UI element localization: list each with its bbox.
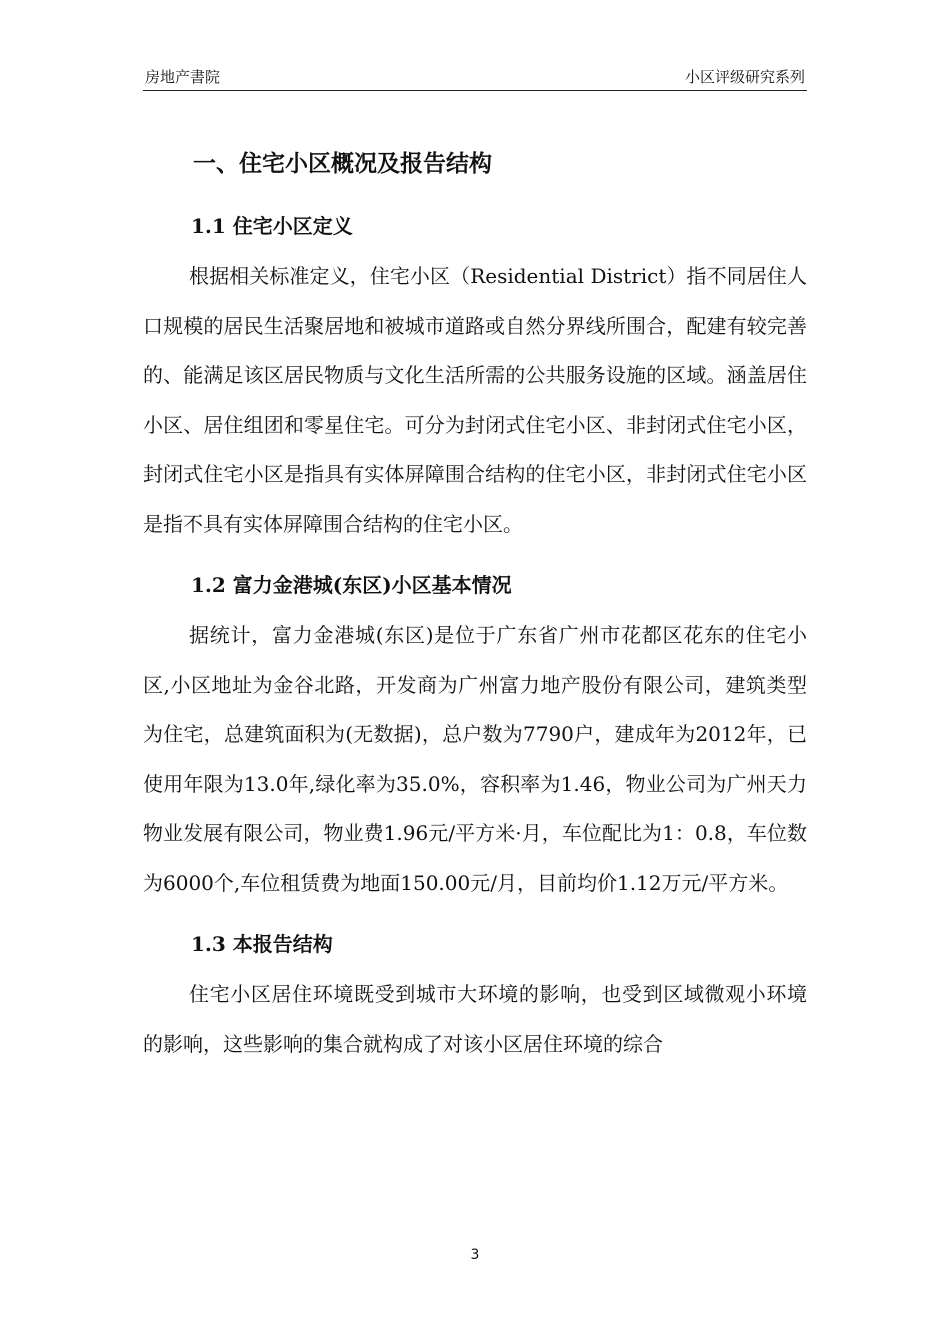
section-paragraph-1-1: 根据相关标准定义，住宅小区（Residential District）指不同居住人口规模的居民生活聚居地和被城市道路或自然分界线所围合，配建有较完善的、能满足该区居民物质与文化生活所需的公共服务设施的区域。涵盖居住小区、居住组团和零星住宅。可分为封闭式住宅小区、非封闭式住宅小区，封闭式住宅小区是指具有实体屏障围合结构的住宅小区，非封闭式住宅小区是指不具有实体屏障围合结构的住宅小区。 xyxy=(143,264,807,536)
page-content xyxy=(143,138,807,1069)
section-paragraph-1-2: 据统计，富力金港城(东区)是位于广东省广州市花都区花东的住宅小区,小区地址为金谷北路，开发商为广州富力地产股份有限公司，建筑类型为住宅，总建筑面积为(无数据)，总户数为7790户，建成年为2012年，已使用年限为13.0年,绿化率为35.0%，容积率为1.46，物业公司为广州天力物业发展有限公司，物业费1.96元/平方米·月，车位配比为1：0.8，车位数为6000个,车位租赁费为地面150.00元/月，目前均价1.12万元/平方米。 xyxy=(143,623,807,895)
section-heading-1-2: 1.2 富力金港城(东区)小区基本情况 xyxy=(191,573,512,597)
section-heading-1-3: 1.3 本报告结构 xyxy=(191,932,333,956)
chapter-title: 一、住宅小区概况及报告结构 xyxy=(193,150,492,177)
page-header xyxy=(143,64,807,91)
section-paragraph-1-3: 住宅小区居住环境既受到城市大环境的影响，也受到区域微观小环境的影响，这些影响的集合就构成了对该小区居住环境的综合 xyxy=(143,982,807,1056)
header-series-title: 小区评级研究系列 xyxy=(684,68,805,86)
section-heading-1-1: 1.1 住宅小区定义 xyxy=(191,214,353,238)
header-publisher: 房地产書院 xyxy=(145,68,221,86)
page-number: 3 xyxy=(470,1247,480,1263)
